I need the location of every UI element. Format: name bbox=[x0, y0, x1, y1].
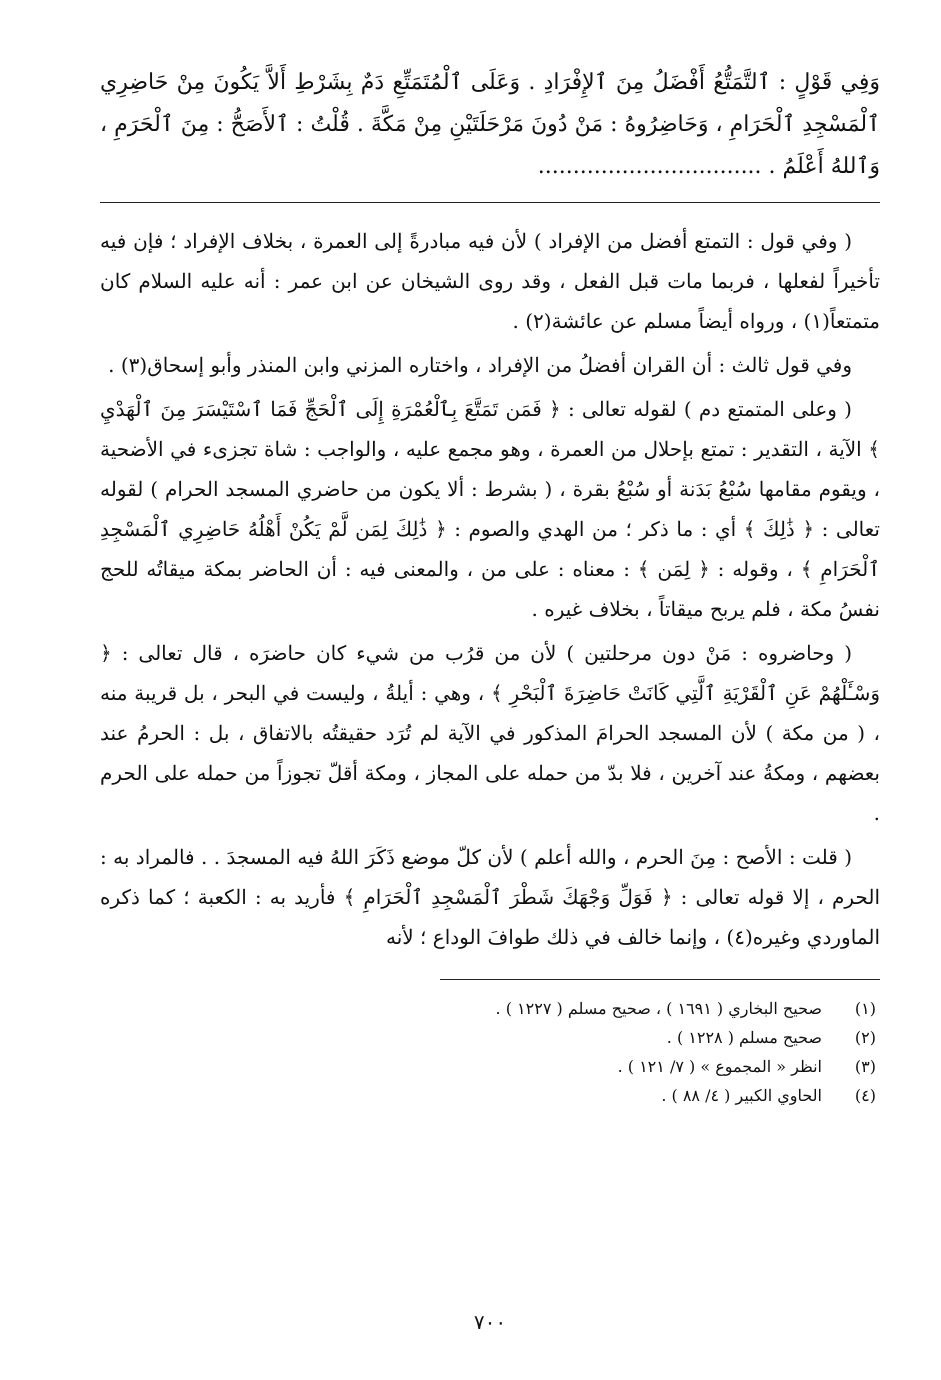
footnote-number: (٣) bbox=[854, 1057, 876, 1076]
page-number: ٧٠٠ bbox=[473, 1310, 507, 1334]
footnote-item bbox=[100, 1052, 880, 1081]
footnote-item bbox=[100, 1081, 880, 1110]
footnote-item bbox=[100, 1023, 880, 1052]
sharh-paragraph: ( وفي قول : التمتع أفضل من الإفراد ) لأن فيه مبادرةً إلى العمرة ، بخلاف الإفراد ؛ فإن فيه تأخيراً لفعلها ، فربما مات قبل الفعل ، وقد روى الشيخان عن ابن عمر : أنه عليه السلام كان متمتعاً(١) ، ورواه أيضاً مسلم عن عائشة(٢) . bbox=[100, 229, 880, 333]
footnote-text: صحيح مسلم ( ١٢٢٨ ) . bbox=[666, 1028, 822, 1047]
footnote-separator-rule bbox=[440, 979, 880, 980]
matn-text-block bbox=[100, 62, 880, 188]
book-page bbox=[100, 62, 880, 1362]
footnotes bbox=[100, 994, 880, 1110]
footnote-text: صحيح البخاري ( ١٦٩١ ) ، صحيح مسلم ( ١٢٢٧ ) . bbox=[495, 999, 822, 1018]
matn-text: وَفِي قَوْلٍ : ٱلتَّمَتُّعُ أَفْضَلُ مِنَ ٱلإِفْرَادِ . وَعَلَى ٱلْمُتَمَتِّعِ دَمٌ بِشَرْطِ أَلاَّ يَكُونَ مِنْ حَاضِرِي ٱلْمَسْجِدِ ٱلْحَرَامِ ، وَحَاضِرُوهُ : مَنْ دُونَ مَرْحَلَتَيْنِ مِنْ مَكَّةَ . قُلْتُ : ٱلأَصَحُّ : مِنَ ٱلْحَرَمِ ، وَٱللهُ أَعْلَمُ . bbox=[100, 70, 880, 179]
matn-separator-rule bbox=[100, 202, 880, 203]
sharh-paragraph: ( وحاضروه : مَنْ دون مرحلتين ) لأن من قرُب من شيء كان حاضرَه ، قال تعالى : ﴿ وَسْـَٔلْهُمْ عَنِ ٱلْقَرْيَةِ ٱلَّتِي كَانَتْ حَاضِرَةَ ٱلْبَحْرِ ﴾ ، وهي : أيلةُ ، وليست في البحر ، بل قريبة منه ، ( من مكة ) لأن المسجد الحرامَ المذكور في الآية لم تُرَد حقيقتُه بالاتفاق ، بل : الحرمُ عند بعضهم ، ومكةُ عند آخرين ، فلا بدّ من حمله على المجاز ، ومكة أقلّ تجوزاً من حمله على الحرم . bbox=[100, 641, 881, 825]
footnote-number: (٤) bbox=[854, 1086, 876, 1105]
footnote-number: (١) bbox=[854, 999, 876, 1018]
sharh-paragraph: ( وعلى المتمتع دم ) لقوله تعالى : ﴿ فَمَن تَمَتَّعَ بِٱلْعُمْرَةِ إِلَى ٱلْحَجِّ فَمَا ٱسْتَيْسَرَ مِنَ ٱلْهَدْيِ ﴾ الآية ، التقدير : تمتع بإحلال من العمرة ، وهو مجمع عليه ، والواجب : شاة تجزىء في الأضحية ، ويقوم مقامها سُبْعُ بَدَنة أو سُبْعُ بقرة ، ( بشرط : ألا يكون من حاضري المسجد الحرام ) لقوله تعالى : ﴿ ذَٰلِكَ ﴾ أي : ما ذكر ؛ من الهدي والصوم : ﴿ ذَٰلِكَ لِمَن لَّمْ يَكُنْ أَهْلُهُ حَاضِرِي ٱلْمَسْجِدِ ٱلْحَرَامِ ﴾ ، وقوله : ﴿ لِمَن ﴾ : معناه : على من ، والمعنى فيه : أن الحاضر بمكة ميقاتُه للحج نفسُ مكة ، فلم يربح ميقاتاً ، بخلاف غيره . bbox=[100, 397, 880, 621]
matn-dots: ................................ bbox=[537, 154, 762, 179]
footnote-text: الحاوي الكبير ( ٤/ ٨٨ ) . bbox=[661, 1086, 822, 1105]
footnote-number: (٢) bbox=[854, 1028, 876, 1047]
footnote-item bbox=[100, 994, 880, 1023]
sharh-commentary bbox=[100, 221, 880, 957]
sharh-paragraph: ( قلت : الأصح : مِنَ الحرم ، والله أعلم ) لأن كلّ موضع ذَكَرَ اللهُ فيه المسجدَ . . فالمراد به : الحرم ، إلا قوله تعالى : ﴿ فَوَلِّ وَجْهَكَ شَطْرَ ٱلْمَسْجِدِ ٱلْحَرَامِ ﴾ فأريد به : الكعبة ؛ كما ذكره الماوردي وغيره(٤) ، وإنما خالف في ذلك طوافَ الوداع ؛ لأنه bbox=[100, 845, 880, 949]
sharh-paragraph: وفي قول ثالث : أن القران أفضلُ من الإفراد ، واختاره المزني وابن المنذر وأبو إسحاق(٣) . bbox=[108, 353, 852, 377]
footnote-text: انظر « المجموع » ( ٧/ ١٢١ ) . bbox=[617, 1057, 822, 1076]
